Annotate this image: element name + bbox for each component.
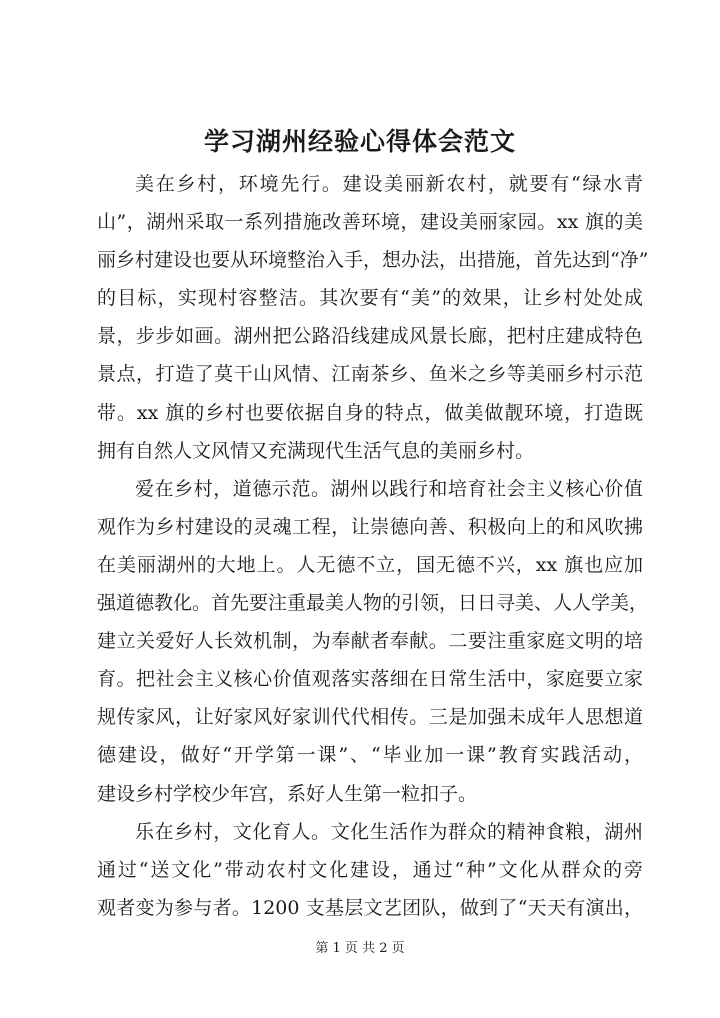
text-line: 丽乡村建设也要从环境整治入手，想办法，出措施，首先达到“净” bbox=[97, 249, 649, 272]
text-line: 美在乡村，环境先行。建设美丽新农村，就要有“绿水青 bbox=[135, 173, 643, 195]
text-line: 德建设，做好“开学第一课”、“毕业加一课”教育实践活动， bbox=[97, 744, 643, 767]
text-line: 观者变为参与者。1200 支基层文艺团队，做到了“天天有演出， bbox=[97, 896, 643, 919]
page-number-footer: 第 1 页 共 2 页 bbox=[315, 941, 405, 956]
paragraph bbox=[97, 470, 649, 813]
text-line: 建立关爱好人长效机制，为奉献者奉献。二要注重家庭文明的培 bbox=[97, 630, 643, 653]
text-line: 在美丽湖州的大地上。人无德不立，国无德不兴，xx 旗也应加 bbox=[97, 553, 643, 576]
document-body bbox=[97, 165, 649, 927]
text-line: 的目标，实现村容整洁。其次要有“美”的效果，让乡村处处成 bbox=[97, 287, 643, 310]
text-line: 拥有自然人文风情又充满现代生活气息的美丽乡村。 bbox=[97, 439, 535, 462]
text-line: 乐在乡村，文化育人。文化生活作为群众的精神食粮，湖州 bbox=[135, 820, 643, 843]
text-line: 景点，打造了莫干山风情、江南茶乡、鱼米之乡等美丽乡村示范 bbox=[97, 363, 643, 386]
text-line: 强道德教化。首先要注重最美人物的引领，日日寻美、人人学美， bbox=[97, 592, 649, 615]
paragraph bbox=[97, 165, 649, 470]
document-title: 学习湖州经验心得体会范文 bbox=[203, 127, 516, 156]
text-line: 带。xx 旗的乡村也要依据自身的特点，做美做靓环境，打造既 bbox=[97, 401, 643, 424]
text-line: 景，步步如画。湖州把公路沿线建成风景长廊，把村庄建成特色 bbox=[97, 325, 643, 348]
text-line: 山”，湖州采取一系列措施改善环境，建设美丽家园。xx 旗的美 bbox=[97, 211, 643, 234]
text-line: 规传家风，让好家风好家训代代相传。三是加强未成年人思想道 bbox=[97, 706, 643, 729]
text-line: 建设乡村学校少年宫，系好人生第一粒扣子。 bbox=[97, 782, 478, 805]
paragraph bbox=[97, 813, 643, 927]
text-line: 通过“送文化”带动农村文化建设，通过“种”文化从群众的旁 bbox=[97, 858, 643, 881]
text-line: 观作为乡村建设的灵魂工程，让崇德向善、积极向上的和风吹拂 bbox=[97, 515, 643, 538]
text-line: 育。把社会主义核心价值观落实落细在日常生活中，家庭要立家 bbox=[97, 668, 643, 691]
text-line: 爱在乡村，道德示范。湖州以践行和培育社会主义核心价值 bbox=[135, 477, 643, 500]
